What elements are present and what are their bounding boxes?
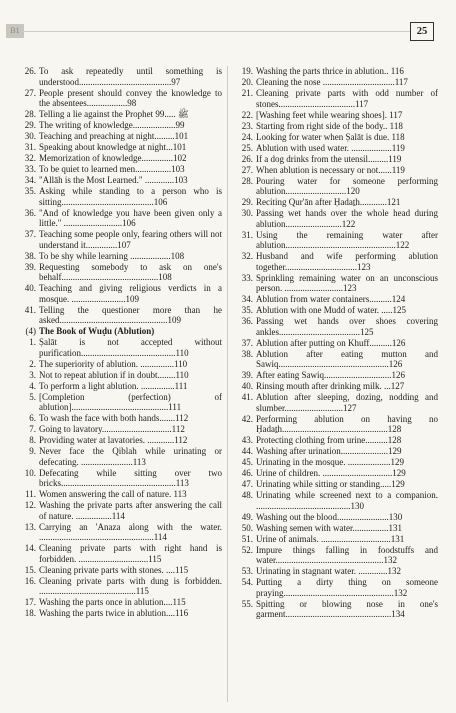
entry-number: 34.: [24, 175, 36, 185]
entry-number: 21.: [241, 88, 253, 98]
toc-entry: [231, 176, 438, 197]
entry-number: 31.: [241, 229, 253, 240]
entry-title: [Completion (perfection) of ablution]...........................................111: [39, 391, 222, 412]
toc-entry: [231, 316, 438, 337]
entry-title: To be quiet to learned men................103: [39, 164, 185, 174]
entry-number: 8.: [29, 435, 36, 445]
toc-entry: [14, 381, 222, 392]
entry-number: 38.: [24, 250, 36, 261]
entry-title: Carrying an 'Anaza along with the water. ...................................................114: [39, 521, 222, 542]
entry-title: After eating Sawiq..............................126: [256, 370, 405, 380]
entry-number: 39.: [24, 261, 36, 272]
toc-entry: [14, 88, 222, 109]
toc-entry: [14, 186, 222, 207]
toc-entry: [14, 392, 222, 413]
entry-title: Cleaning private parts with dung is forbidden. ...........................................115: [39, 575, 222, 596]
toc-entry: [231, 457, 438, 468]
entry-title: "And of knowledge you have been given only a little." ..........................106: [39, 207, 222, 228]
entry-number: 20.: [241, 77, 253, 87]
toc-entry: [231, 251, 438, 272]
entry-number: 43.: [241, 435, 253, 445]
toc-entry: [14, 305, 222, 326]
entry-number: 19.: [241, 66, 253, 76]
toc-entry: [231, 77, 438, 88]
entry-title: Urinating while sitting or standing.....129: [256, 479, 405, 489]
column-divider: [227, 66, 228, 702]
entry-number: 37.: [241, 337, 253, 348]
entry-number: 32.: [24, 153, 36, 163]
toc-entry: [231, 577, 438, 598]
entry-number: 41.: [24, 304, 36, 315]
entry-number: 18.: [24, 608, 36, 618]
toc-entry: [14, 131, 222, 142]
entry-title: Washing semen with water................131: [256, 522, 403, 533]
entry-title: The superiority of ablution. ...............110: [39, 358, 188, 369]
entry-number: 35.: [24, 186, 36, 196]
toc-entry: [231, 490, 438, 511]
entry-number: 36.: [241, 316, 253, 326]
toc-entry: [14, 359, 222, 370]
entry-number: 30.: [24, 131, 36, 141]
entry-title: Cleaning the nose ................................117: [256, 77, 408, 87]
entry-title: Ablution from water containers..........124: [256, 294, 406, 304]
entry-number: 16.: [24, 575, 36, 586]
entry-title: Ablution after putting on Khuff..........126: [256, 337, 406, 348]
toc-entry: [231, 110, 438, 121]
entry-title: To wash the face with both hands.......112: [39, 413, 189, 423]
entry-number: 4.: [29, 380, 36, 391]
toc-entry: [231, 208, 438, 229]
entry-title: Women answering the call of nature. 113: [39, 489, 187, 499]
toc-entry: [231, 294, 438, 305]
entry-title: Using the remaining water after ablution.................................................122: [256, 229, 438, 250]
toc-entry: [231, 392, 438, 413]
toc-entry: [231, 230, 438, 251]
entry-title: Cleaning private parts with right hand is forbidden. ...............................115: [39, 543, 222, 564]
toc-entry: [14, 576, 222, 597]
entry-title: Ablution with used water. ..................119: [256, 142, 405, 153]
entry-number: 6.: [29, 413, 36, 423]
entry-title: Ṣalāt is not accepted without purification..........................................110: [39, 337, 222, 358]
toc-entry: [231, 132, 438, 143]
toc-entry: [14, 337, 222, 358]
entry-number: 9.: [29, 446, 36, 456]
toc-entry: [14, 175, 222, 186]
toc-entry: [231, 154, 438, 165]
entry-title: Memorization of knowledge..............102: [39, 153, 187, 163]
entry-title: Urine of animals. ...............................131: [256, 533, 405, 544]
entry-number: 37.: [24, 229, 36, 239]
toc-entry: [231, 121, 438, 132]
entry-number: 42.: [241, 413, 253, 424]
toc-entry: [14, 468, 222, 489]
contents-column-right: [231, 66, 438, 620]
toc-entry: [14, 142, 222, 153]
toc-entry: [231, 143, 438, 154]
entry-number: 25.: [241, 142, 253, 153]
entry-number: 30.: [241, 208, 253, 218]
toc-entry: [14, 208, 222, 229]
toc-entry: [231, 305, 438, 316]
entry-number: 49.: [241, 511, 253, 522]
entry-number: 3.: [29, 369, 36, 380]
header-tab: B1: [6, 24, 24, 38]
toc-entry: [14, 153, 222, 164]
entry-title: Passing wet hands over shoes covering ankles....................................125: [256, 316, 438, 337]
toc-entry: [231, 599, 438, 620]
entry-number: 11.: [25, 489, 36, 499]
entry-number: 27.: [24, 87, 36, 98]
entry-title: Ablution with one Mudd of water. .....125: [256, 305, 406, 315]
entry-title: Washing the parts once in ablution....115: [39, 597, 186, 607]
toc-entry: [14, 164, 222, 175]
entry-title: Spitting or blowing nose in one's garment...............................................134: [256, 598, 438, 619]
entry-number: 27.: [241, 164, 253, 175]
toc-entry: [14, 283, 222, 304]
toc-entry: [14, 565, 222, 576]
entry-title: Telling the questioner more than he asked................................................109: [39, 304, 222, 325]
entry-title: Providing water at lavatories. ............112: [39, 435, 188, 445]
entry-number: 12.: [24, 500, 36, 510]
entry-number: 29.: [24, 120, 36, 130]
toc-entry: [231, 435, 438, 446]
entry-title: Washing the parts twice in ablution....116: [39, 608, 189, 618]
entry-number: 14.: [24, 543, 36, 553]
entry-number: 39.: [241, 370, 253, 380]
entry-title: Impure things falling in foodstuffs and water................................................132: [256, 544, 438, 565]
entry-number: 15.: [24, 564, 36, 575]
entry-number: 53.: [241, 566, 253, 576]
toc-entry: [231, 446, 438, 457]
toc-entry: [231, 512, 438, 523]
entry-number: 7.: [29, 424, 36, 434]
entry-title: Washing the parts thrice in ablution.. 116: [256, 66, 404, 76]
toc-entry: [231, 66, 438, 77]
entry-number: 54.: [241, 577, 253, 587]
entry-number: 13.: [24, 521, 36, 532]
toc-entry: [14, 424, 222, 435]
entry-title: Telling a lie against the Prophet ﷺ .....99: [39, 109, 189, 119]
toc-entry: [231, 468, 438, 479]
toc-entry: [14, 500, 222, 521]
toc-entry: [231, 370, 438, 381]
entry-title: Pouring water for someone performing ablution...........................120: [256, 175, 438, 196]
toc-entry: [14, 413, 222, 424]
entry-number: 35.: [241, 305, 253, 315]
entry-number: 44.: [241, 446, 253, 456]
entry-number: 41.: [241, 392, 253, 402]
entry-number: 23.: [241, 120, 253, 131]
toc-entry: [14, 597, 222, 608]
entry-number: 17.: [24, 597, 36, 607]
entry-title: Protecting clothing from urine..........128: [256, 435, 402, 445]
toc-entry: [231, 381, 438, 392]
toc-entry: [14, 120, 222, 131]
entry-number: 45.: [241, 457, 253, 467]
toc-entry: [14, 109, 222, 120]
entry-number: 29.: [241, 197, 253, 207]
toc-entry: [231, 414, 438, 435]
entry-number: 40.: [24, 283, 36, 293]
entry-number: 46.: [241, 468, 253, 478]
toc-entry: [14, 543, 222, 564]
entry-number: 47.: [241, 479, 253, 489]
toc-entry: [231, 566, 438, 577]
entry-title: [Washing feet while wearing shoes]. 117: [256, 109, 403, 120]
toc-entry: [14, 229, 222, 250]
entry-number: 40.: [241, 381, 253, 391]
entry-number: 51.: [241, 533, 253, 544]
entry-number: 31.: [24, 142, 36, 152]
toc-entry: [231, 349, 438, 370]
entry-number: 34.: [241, 294, 253, 304]
entry-number: 26.: [24, 66, 36, 76]
entry-number: 5.: [29, 391, 36, 402]
entry-number: 26.: [241, 153, 253, 164]
entry-title: Starting from right side of the body.. 118: [256, 120, 403, 131]
toc-entry: [231, 197, 438, 208]
entry-title: Urinating while screened next to a companion. ..........................................130: [256, 490, 438, 511]
entry-number: 36.: [24, 207, 36, 218]
entry-title: To be shy while learning ..................108: [39, 250, 185, 261]
entry-title: Rinsing mouth after drinking milk. ...127: [256, 381, 405, 391]
toc-entry: [14, 262, 222, 283]
entry-title: Teaching and giving religious verdicts in a mosque. ........................109: [39, 283, 222, 304]
entry-number: 1.: [29, 337, 36, 347]
entry-title: Washing after urination.....................129: [256, 446, 402, 456]
entry-title: To ask repeatedly until something is understood.........................................97: [39, 66, 222, 87]
entry-title: Requesting somebody to ask on one's behalf...........................................108: [39, 261, 222, 282]
entry-number: 55.: [241, 598, 253, 609]
entry-number: 50.: [241, 522, 253, 533]
entry-title: Cleaning private parts with odd number of stones..................................117: [256, 88, 438, 109]
entry-title: Passing wet hands over the whole head during ablution.........................122: [256, 208, 438, 229]
entry-title: Speaking about knowledge at night...101: [39, 142, 187, 152]
header-rule: [22, 31, 410, 32]
toc-entry: [231, 534, 438, 545]
entry-number: 38.: [241, 348, 253, 359]
entry-title: Urinating in stagnant water. .............132: [256, 566, 401, 576]
section-heading: [14, 326, 222, 337]
entry-number: 10.: [24, 467, 36, 478]
page-number: 25: [410, 22, 434, 41]
contents-column-left: [14, 66, 222, 619]
toc-entry: [14, 522, 222, 543]
entry-title: Urine of children. ...............................129: [256, 468, 406, 478]
entry-number: 28.: [241, 175, 253, 186]
entry-number: 48.: [241, 490, 253, 500]
entry-title: Not to repeat ablution if in doubt........110: [39, 369, 189, 380]
entry-title: People present should convey the knowledge to the absentees..................98: [39, 87, 222, 108]
entry-title: Looking for water when Ṣalāt is due. 118: [256, 131, 405, 142]
toc-entry: [14, 446, 222, 467]
entry-title: Husband and wife performing ablution together................................123: [256, 251, 438, 272]
entry-title: Teaching some people only, fearing others will not understand it..............107: [39, 229, 222, 250]
entry-number: 2.: [29, 358, 36, 369]
entry-title: The Book of Wuḍu (Ablution): [39, 326, 155, 336]
entry-title: Cleaning private parts with stones. ....115: [39, 564, 189, 575]
entry-number: 52.: [241, 544, 253, 555]
entry-number: 24.: [241, 131, 253, 142]
entry-number: 33.: [241, 272, 253, 283]
toc-entry: [231, 338, 438, 349]
entry-title: Reciting Qur'ān after Ḥadaṯh............121: [256, 197, 401, 207]
toc-entry: [14, 66, 222, 87]
toc-entry: [14, 435, 222, 446]
toc-entry: [231, 523, 438, 534]
toc-entry: [14, 370, 222, 381]
toc-entry: [231, 479, 438, 490]
entry-title: Teaching and preaching at night.........101: [39, 131, 189, 141]
entry-title: Putting a dirty thing on someone praying.................................................132: [256, 577, 438, 598]
entry-title: Asking while standing to a person who is sitting.........................................106: [39, 186, 222, 207]
entry-title: "Allāh is the Most Learned." .............103: [39, 175, 188, 185]
entry-number: 32.: [241, 251, 253, 261]
entry-title: Sprinkling remaining water on an unconscious person. ..........................123: [256, 272, 438, 293]
toc-entry: [231, 88, 438, 109]
entry-number: (4): [25, 326, 36, 336]
toc-entry: [231, 545, 438, 566]
entry-title: Never face the Qiblah while urinating or defecating. .......................113: [39, 446, 222, 467]
entry-title: Ablution after sleeping, dozing, nodding and slumber..........................127: [256, 392, 438, 413]
entry-title: Ablution after eating mutton and Sawiq.................................................126: [256, 348, 438, 369]
toc-entry: [231, 273, 438, 294]
entry-title: Washing out the blood.......................130: [256, 511, 403, 522]
entry-title: When ablution is necessary or not......119: [256, 164, 405, 175]
toc-entry: [231, 165, 438, 176]
entry-title: If a dog drinks from the utensil.........119: [256, 153, 402, 164]
entry-title: Washing the private parts after answering the call of nature. ................114: [39, 500, 222, 521]
entry-title: Defecating while sitting over two bricks...................................................113: [39, 467, 222, 488]
entry-title: Performing ablution on having no Ḥadaṯh...............................................128: [256, 413, 438, 434]
entry-title: The writing of knowledge...................99: [39, 120, 185, 130]
entry-number: 22.: [241, 109, 253, 120]
entry-number: 33.: [24, 164, 36, 174]
toc-entry: [14, 489, 222, 500]
toc-entry: [14, 608, 222, 619]
toc-entry: [14, 251, 222, 262]
entry-title: Urinating in the mosque. ...................129: [256, 457, 404, 467]
entry-number: 28.: [24, 109, 36, 119]
entry-title: To perform a light ablution. ...............111: [39, 380, 188, 391]
entry-title: Going to lavatory...............................112: [39, 424, 185, 434]
